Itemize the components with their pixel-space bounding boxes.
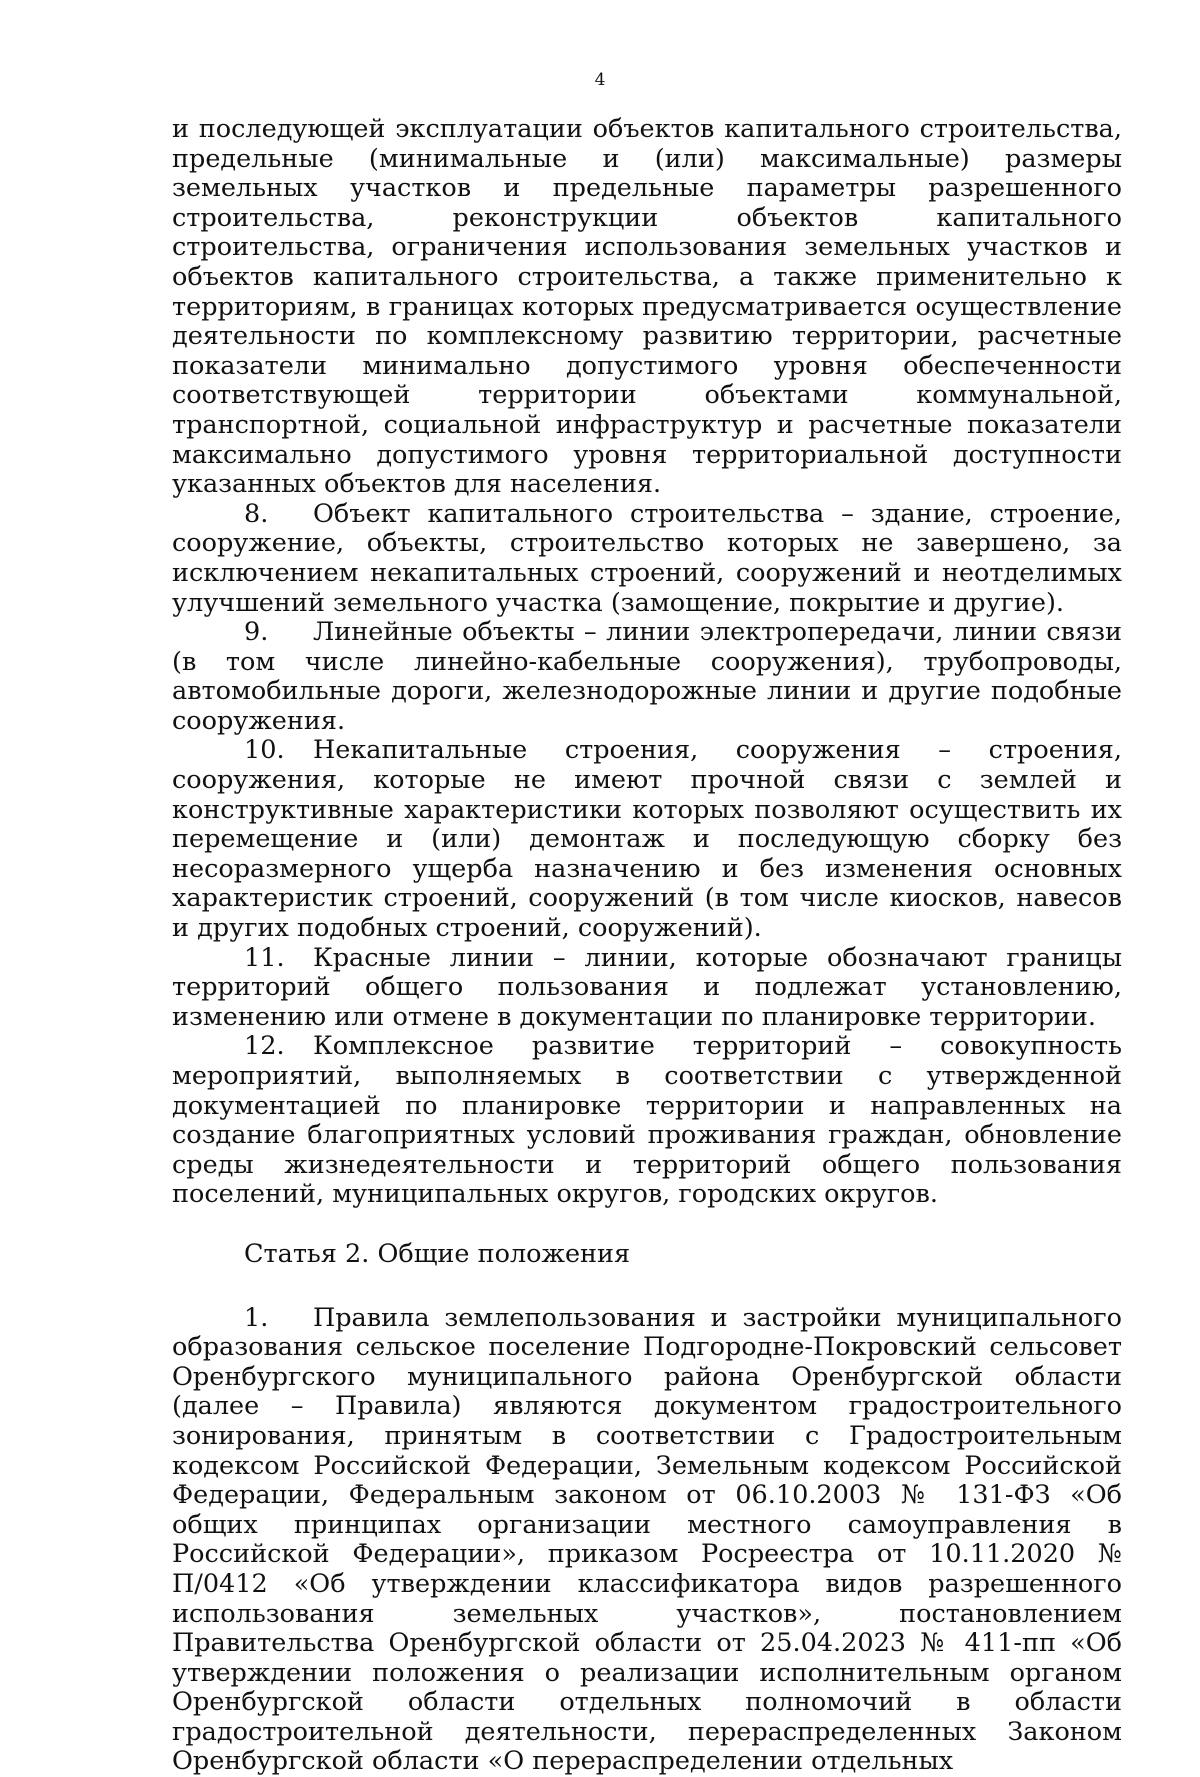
intro-paragraph: и последующей эксплуатации объектов капитального строительства, предельные (минимальные и (или) максимальные) размеры земельных участков и предельные параметры разрешенного строительства, реконструкции объектов капитального строительства, ограничения использования земельных участков и объектов капитального строительства, а также применительно к территориям, в границах которых предусматривается осуществление деятельности по комплексному развитию территории, расчетные показатели минимально допустимого уровня обеспеченности соответствующей территории объектами коммунальной, транспортной, социальной инфраструктур и расчетные показатели максимально допустимого уровня территориальной доступности указанных объектов для населения. xyxy=(172,114,1122,500)
document-body xyxy=(172,115,1122,1777)
item-text: Некапитальные строения, сооружения – строения, сооружения, которые не имеют прочной связи с землей и конструктивные характеристики которых позволяют осуществить их перемещение и (или) демонтаж и последующую сборку без несоразмерного ущерба назначению и без изменения основных характеристик строений, сооружений (в том числе киосков, навесов и других подобных строений, сооружений). xyxy=(172,735,1122,944)
item-text: Линейные объекты – линии электропередачи, линии связи (в том числе линейно-кабельные сооружения), трубопроводы, автомобильные дороги, железнодорожные линии и другие подобные сооружения. xyxy=(172,617,1122,736)
definition-item-12 xyxy=(172,1032,1122,1210)
definition-item-9 xyxy=(172,618,1122,736)
item-number: 8. xyxy=(244,498,269,529)
definition-item-11 xyxy=(172,944,1122,1033)
item-text: Объект капитального строительства – здание, строение, сооружение, объекты, строительство которых не завершено, за исключением некапитальных строений, сооружений и неотделимых улучшений земельного участка (замощение, покрытие и другие). xyxy=(172,498,1122,618)
item-text: Правила землепользования и застройки муниципального образования сельское поселение Подгородне-Покровский сельсовет Оренбургского муниципального района Оренбургской области (далее – Правила) являются документом градостроительного зонирования, принятым в соответствии с Градостроительным кодексом Российской Федерации, Земельным кодексом Российской Федерации, Федеральным законом от 06.10.2003 № 131-ФЗ «Об общих принципах организации местного самоуправления в Российской Федерации», приказом Росреестра от 10.11.2020 № П/0412 «Об утверждении классификатора видов разрешенного использования земельных участков», постановлением Правительства Оренбургской области от 25.04.2023 № 411-пп «Об утверждении положения о реализации исполнительным органом Оренбургской области отдельных полномочий в области градостроительной деятельности, перераспределенных Законом Оренбургской области «О перераспределении отдельных xyxy=(172,1302,1122,1777)
article-item-1 xyxy=(172,1304,1122,1777)
item-number: 9. xyxy=(244,617,269,648)
definition-item-8 xyxy=(172,500,1122,618)
item-text: Комплексное развитие территорий – совокупность мероприятий, выполняемых в соответствии с утвержденной документацией по планировке территории и направленных на создание благоприятных условий проживания граждан, обновление среды жизнедеятельности и территорий общего пользования поселений, муниципальных округов, городских округов. xyxy=(172,1031,1122,1210)
page-number: 4 xyxy=(594,70,606,90)
item-number: 1. xyxy=(244,1302,269,1333)
item-text: Красные линии – линии, которые обозначают границы территорий общего пользования и подлежат установлению, изменению или отмене в документации по планировке территории. xyxy=(172,942,1122,1032)
item-number: 12. xyxy=(244,1031,285,1062)
article-heading: Статья 2. Общие положения xyxy=(244,1238,631,1269)
item-number: 11. xyxy=(244,942,285,973)
definition-item-10 xyxy=(172,736,1122,943)
item-number: 10. xyxy=(244,735,285,766)
